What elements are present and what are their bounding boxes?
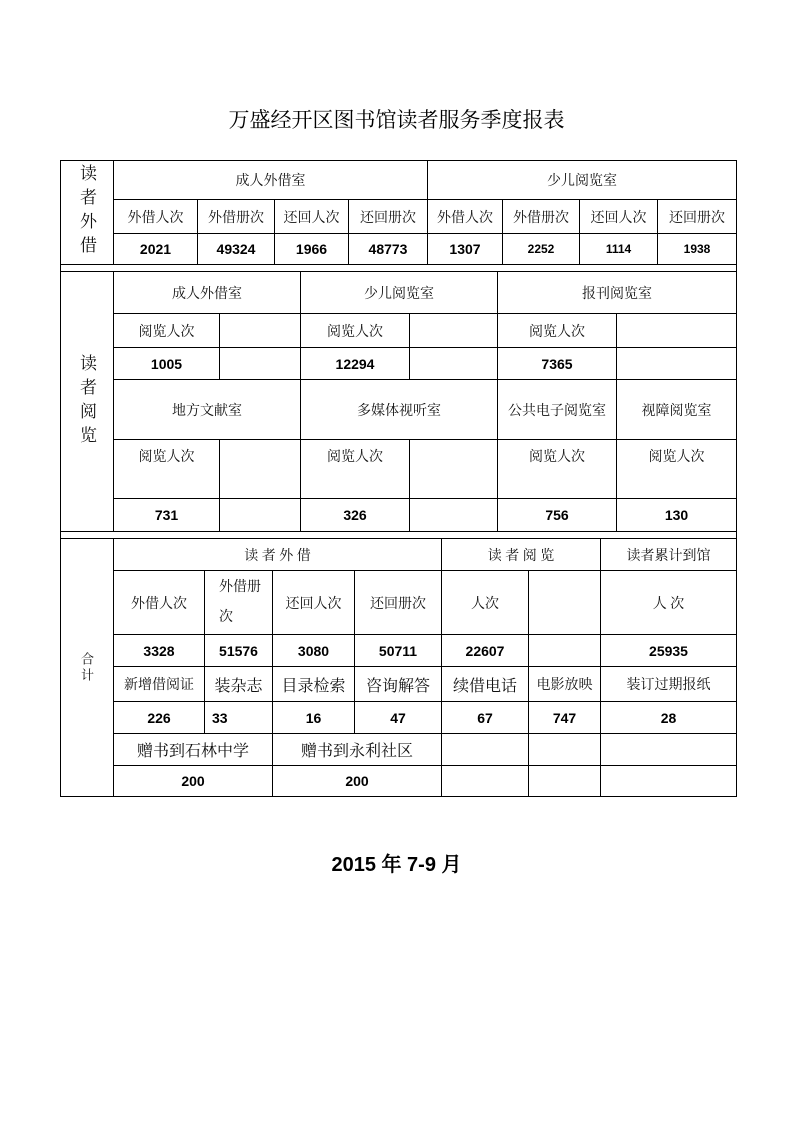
column-header: 外借人次 — [114, 200, 198, 234]
column-header: 还回人次 — [580, 200, 658, 234]
blank-cell — [529, 734, 601, 766]
room-header: 少儿阅览室 — [428, 160, 737, 200]
section-label-reading: 读者阅览 — [60, 272, 114, 532]
value-cell: 731 — [114, 499, 220, 532]
value-cell: 1114 — [580, 234, 658, 265]
column-header: 阅览人次 — [114, 314, 220, 348]
column-header: 阅览人次 — [498, 440, 617, 499]
donation-value: 200 — [273, 766, 442, 797]
column-header: 还回人次 — [273, 571, 355, 635]
blank-cell — [529, 766, 601, 797]
room-header: 少儿阅览室 — [301, 272, 498, 314]
blank-cell — [601, 766, 737, 797]
blank-cell — [220, 499, 301, 532]
section-divider — [60, 265, 737, 272]
value-cell: 130 — [617, 499, 737, 532]
column-header: 阅览人次 — [498, 314, 617, 348]
service-value: 47 — [355, 702, 442, 734]
blank-cell — [617, 314, 737, 348]
column-header: 还回册次 — [349, 200, 428, 234]
service-label: 目录检索 — [273, 667, 355, 702]
service-value: 33 — [205, 702, 273, 734]
value-cell: 50711 — [355, 635, 442, 667]
value-cell: 756 — [498, 499, 617, 532]
column-header: 外借人次 — [114, 571, 205, 635]
blank-cell — [220, 348, 301, 380]
column-header: 外借册次 — [198, 200, 275, 234]
value-cell: 2252 — [503, 234, 580, 265]
service-label: 续借电话 — [442, 667, 529, 702]
column-header: 阅览人次 — [114, 440, 220, 499]
report-title: 万盛经开区图书馆读者服务季度报表 — [228, 108, 565, 132]
column-header: 外借册次 — [205, 571, 273, 635]
donation-label: 赠书到石林中学 — [114, 734, 273, 766]
value-cell: 25935 — [601, 635, 737, 667]
value-cell: 7365 — [498, 348, 617, 380]
value-cell: 1307 — [428, 234, 503, 265]
service-value: 16 — [273, 702, 355, 734]
value-cell: 326 — [301, 499, 410, 532]
room-header: 多媒体视听室 — [301, 380, 498, 440]
report-period: 2015 年 7-9 月 — [331, 854, 462, 876]
column-header: 还回册次 — [355, 571, 442, 635]
section-label-totals: 合计 — [60, 539, 114, 797]
service-value: 28 — [601, 702, 737, 734]
service-label: 新增借阅证 — [114, 667, 205, 702]
service-value: 226 — [114, 702, 205, 734]
service-label: 装杂志 — [205, 667, 273, 702]
column-header: 阅览人次 — [617, 440, 737, 499]
room-header: 公共电子阅览室 — [498, 380, 617, 440]
value-cell: 3328 — [114, 635, 205, 667]
column-header: 还回册次 — [658, 200, 737, 234]
column-header: 还回人次 — [275, 200, 349, 234]
blank-cell — [601, 734, 737, 766]
service-label: 咨询解答 — [355, 667, 442, 702]
blank-cell — [410, 348, 498, 380]
service-value: 747 — [529, 702, 601, 734]
column-header: 人 次 — [601, 571, 737, 635]
room-header: 地方文献室 — [114, 380, 301, 440]
section-label-lending: 读者外借 — [60, 160, 114, 265]
value-cell: 22607 — [442, 635, 529, 667]
column-header: 人次 — [442, 571, 529, 635]
group-header: 读者累计到馆 — [601, 539, 737, 571]
value-cell: 12294 — [301, 348, 410, 380]
service-label: 电影放映 — [529, 667, 601, 702]
column-header: 外借册次 — [503, 200, 580, 234]
column-header: 外借人次 — [428, 200, 503, 234]
value-cell: 1005 — [114, 348, 220, 380]
blank-cell — [410, 499, 498, 532]
blank-cell — [220, 314, 301, 348]
column-header: 阅览人次 — [301, 314, 410, 348]
donation-value: 200 — [114, 766, 273, 797]
column-header: 阅览人次 — [301, 440, 410, 499]
value-cell: 1938 — [658, 234, 737, 265]
room-header: 视障阅览室 — [617, 380, 737, 440]
blank-cell — [410, 314, 498, 348]
value-cell: 49324 — [198, 234, 275, 265]
blank-cell — [529, 571, 601, 635]
room-header: 成人外借室 — [114, 272, 301, 314]
donation-label: 赠书到永利社区 — [273, 734, 442, 766]
group-header: 读 者 外 借 — [114, 539, 442, 571]
group-header: 读 者 阅 览 — [442, 539, 601, 571]
value-cell: 51576 — [205, 635, 273, 667]
value-cell: 2021 — [114, 234, 198, 265]
room-header: 成人外借室 — [114, 160, 428, 200]
value-cell: 3080 — [273, 635, 355, 667]
blank-cell — [410, 440, 498, 499]
blank-cell — [442, 734, 529, 766]
room-header: 报刊阅览室 — [498, 272, 737, 314]
section-divider — [60, 532, 737, 539]
value-cell: 1966 — [275, 234, 349, 265]
value-cell: 48773 — [349, 234, 428, 265]
blank-cell — [442, 766, 529, 797]
service-label: 装订过期报纸 — [601, 667, 737, 702]
blank-cell — [220, 440, 301, 499]
service-value: 67 — [442, 702, 529, 734]
blank-cell — [617, 348, 737, 380]
blank-cell — [529, 635, 601, 667]
